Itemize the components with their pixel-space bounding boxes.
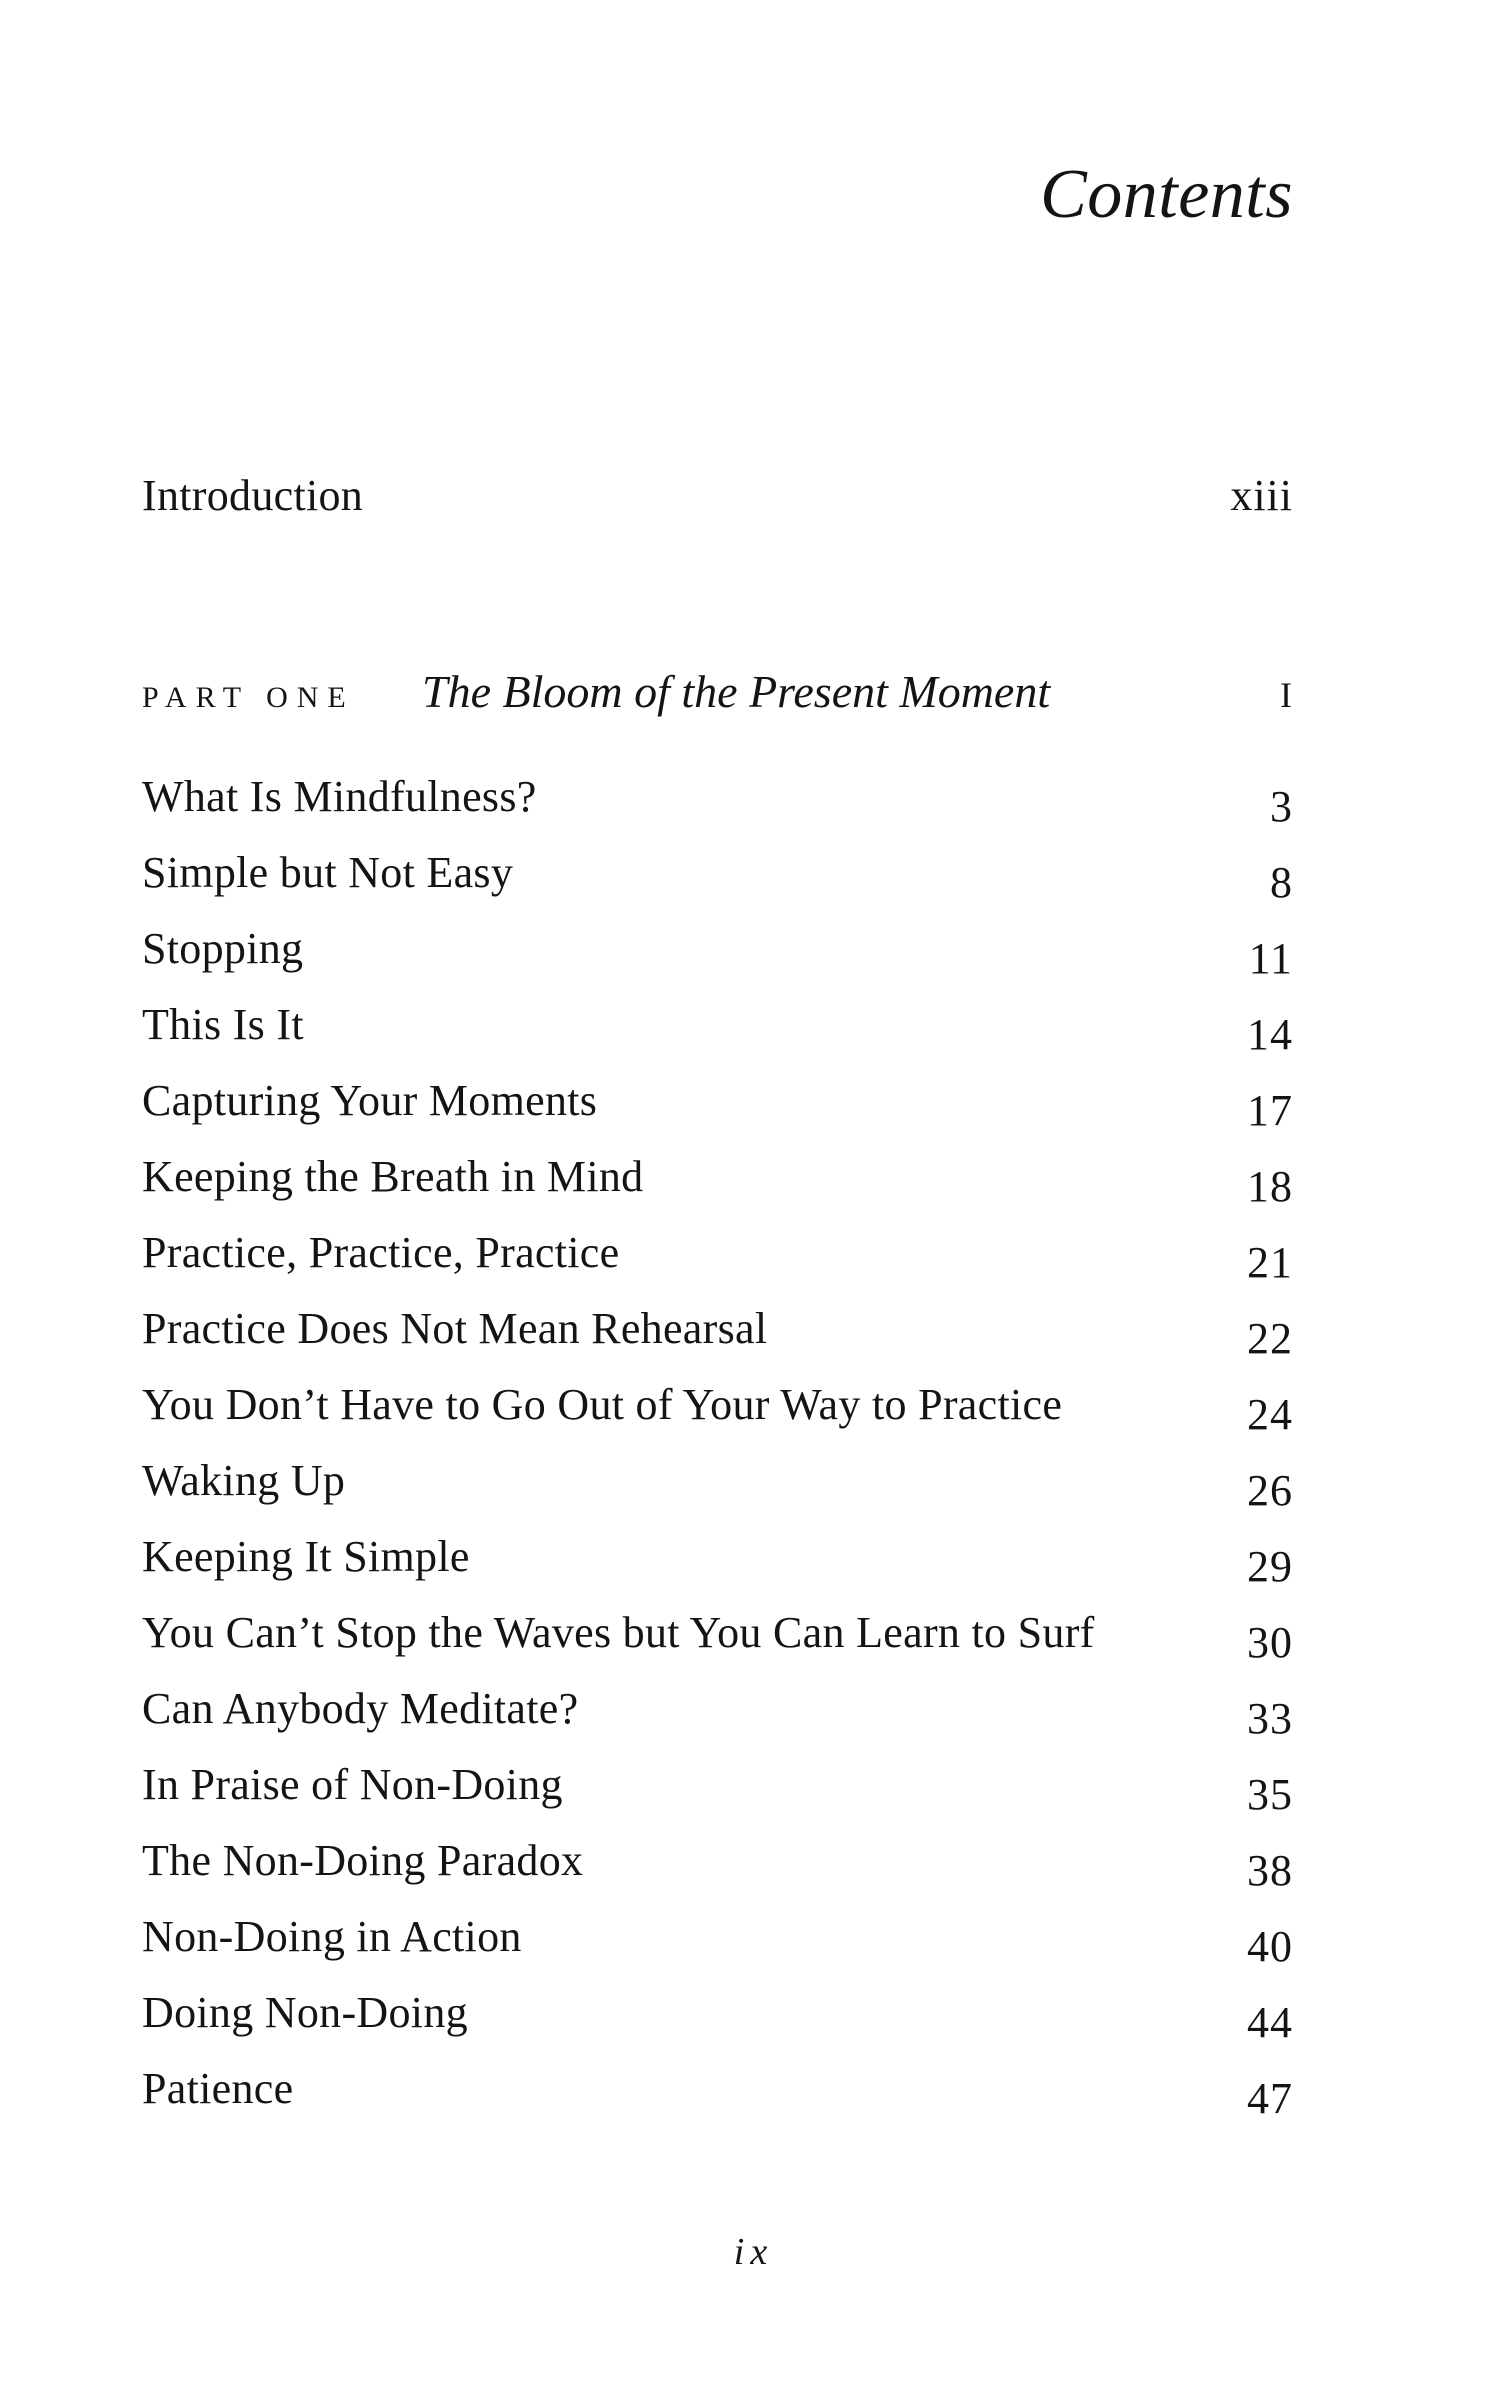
toc-entry-label: Non-Doing in Action: [142, 1912, 522, 1961]
toc-entry-page: 24: [1247, 1390, 1293, 1439]
toc-entry: [0, 848, 1507, 927]
toc-entry-label: You Don’t Have to Go Out of Your Way to Practice: [142, 1380, 1063, 1429]
toc-entry: [0, 1912, 1507, 1991]
toc-entry: [0, 1532, 1507, 1611]
part-page: I: [1280, 675, 1293, 715]
toc-entry: [0, 1076, 1507, 1155]
toc-entry-page: 38: [1247, 1846, 1293, 1895]
toc-entry-page: 18: [1247, 1162, 1293, 1211]
part-title: The Bloom of the Present Moment: [422, 666, 1051, 717]
toc-entry-page: 21: [1247, 1238, 1293, 1287]
toc-entry: [0, 1836, 1507, 1915]
toc-entry-page: 40: [1247, 1922, 1293, 1971]
toc-entry-page: 11: [1248, 934, 1293, 983]
toc-entry-label: In Praise of Non-Doing: [142, 1760, 563, 1809]
toc-entry-page: 22: [1247, 1314, 1293, 1363]
toc-entry-label: You Can’t Stop the Waves but You Can Learn to Surf: [142, 1608, 1095, 1657]
toc-entry-label: Keeping It Simple: [142, 1532, 470, 1581]
toc-entry: [0, 1684, 1507, 1763]
toc-entry-label: This Is It: [142, 1000, 304, 1049]
part-heading: [142, 665, 1293, 718]
page-folio: ix: [733, 2231, 774, 2273]
toc-entry-label: Practice, Practice, Practice: [142, 1228, 620, 1277]
toc-entry-page: 33: [1247, 1694, 1293, 1743]
part-label: PART ONE: [142, 681, 355, 714]
toc-entry: [0, 1304, 1507, 1383]
toc-entry-page: 3: [1270, 782, 1293, 831]
toc-entry-label: The Non-Doing Paradox: [142, 1836, 584, 1885]
toc-entry: [0, 772, 1507, 851]
toc-entry: [0, 1000, 1507, 1079]
toc-entry: [0, 1152, 1507, 1231]
toc-entry-label: Waking Up: [142, 1456, 346, 1505]
toc-entry-page: 8: [1270, 858, 1293, 907]
toc-entry-label: Introduction: [142, 471, 364, 520]
toc-entry-page: 30: [1247, 1618, 1293, 1667]
toc-entry: [0, 1608, 1507, 1687]
toc-entry: [0, 1456, 1507, 1535]
toc-entry-page: 14: [1247, 1010, 1293, 1059]
toc-entry-label: What Is Mindfulness?: [142, 772, 537, 821]
toc-entry: [0, 1380, 1507, 1459]
toc-entry-page: 26: [1247, 1466, 1293, 1515]
toc-entry: [0, 1988, 1507, 2067]
toc-entry-label: Doing Non-Doing: [142, 1988, 468, 2037]
toc-entry-introduction: [142, 471, 1293, 520]
toc-entry-label: Patience: [142, 2064, 294, 2113]
contents-heading: Contents: [1040, 156, 1293, 233]
toc-list: [0, 772, 1507, 2143]
toc-entry-page: 44: [1247, 1998, 1293, 2047]
toc-entry-page: 47: [1247, 2074, 1293, 2123]
toc-entry-page: xiii: [1230, 471, 1293, 520]
toc-entry-label: Keeping the Breath in Mind: [142, 1152, 644, 1201]
toc-entry-page: 29: [1247, 1542, 1293, 1591]
toc-entry: [0, 2064, 1507, 2143]
toc-entry: [0, 1760, 1507, 1839]
toc-entry: [0, 1228, 1507, 1307]
toc-entry-page: 17: [1247, 1086, 1293, 1135]
toc-entry-label: Can Anybody Meditate?: [142, 1684, 579, 1733]
toc-entry: [0, 924, 1507, 1003]
toc-entry-page: 35: [1247, 1770, 1293, 1819]
toc-entry-label: Capturing Your Moments: [142, 1076, 598, 1125]
toc-entry-label: Stopping: [142, 924, 304, 973]
toc-entry-label: Practice Does Not Mean Rehearsal: [142, 1304, 768, 1353]
toc-entry-label: Simple but Not Easy: [142, 848, 514, 897]
